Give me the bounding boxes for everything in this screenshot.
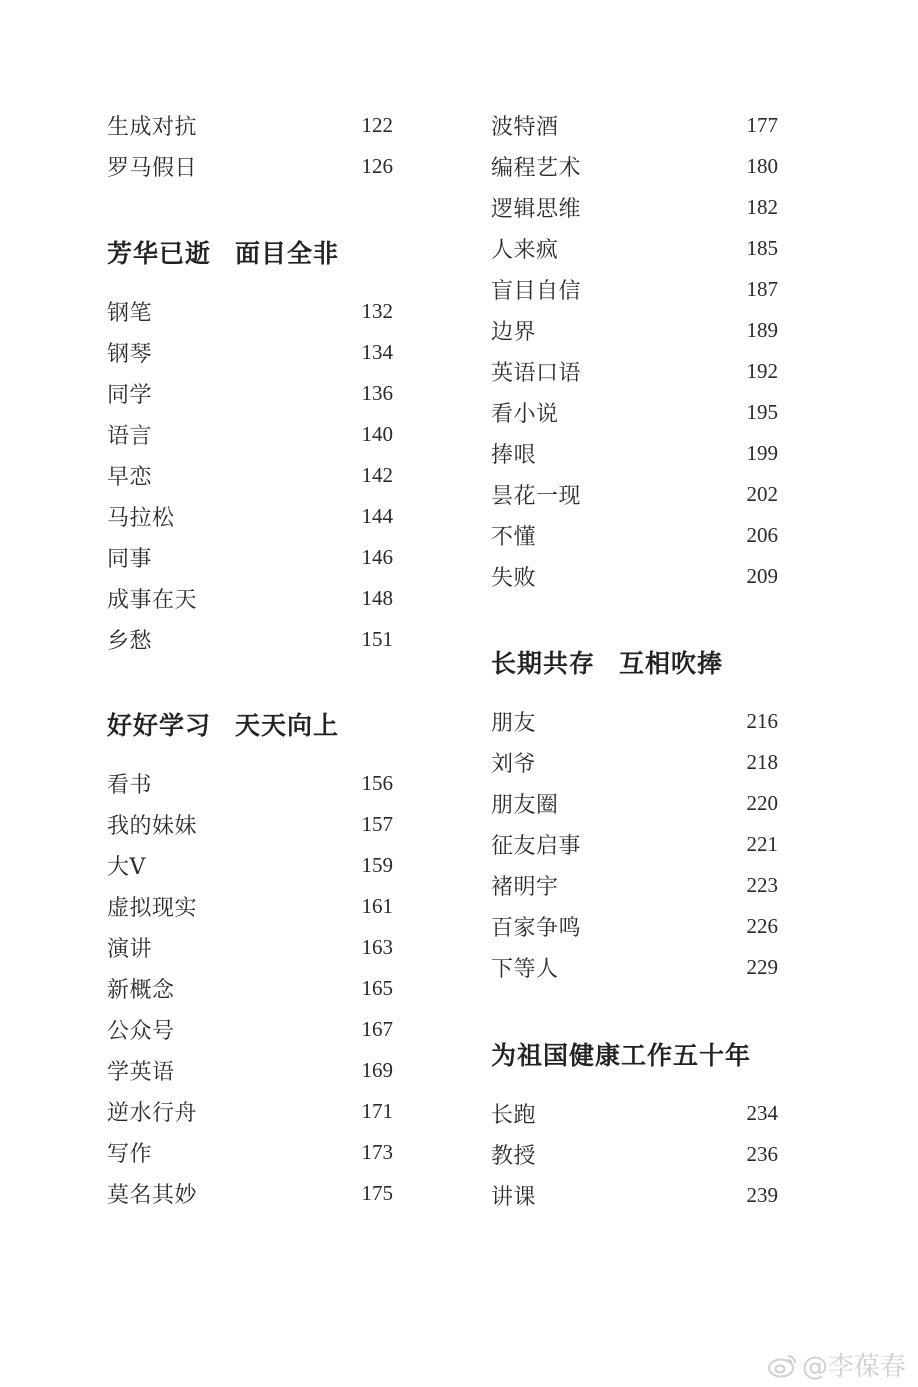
toc-entry-title: 长跑: [491, 1102, 537, 1128]
toc-entry-page-number: 157: [361, 811, 393, 836]
toc-entry-page-number: 236: [746, 1141, 778, 1166]
toc-entry-page-number: 192: [746, 358, 778, 383]
section-heading: [491, 1036, 778, 1072]
toc-entry[interactable]: [491, 747, 778, 777]
toc-entry[interactable]: [107, 768, 393, 798]
toc-entry[interactable]: [107, 583, 393, 613]
toc-entry[interactable]: [491, 788, 778, 818]
toc-entry[interactable]: [107, 1014, 393, 1044]
toc-entry-title: 语言: [107, 423, 153, 449]
toc-entry-page-number: 239: [746, 1182, 778, 1207]
toc-entry[interactable]: [107, 1178, 393, 1208]
toc-entry-title: 同学: [107, 382, 153, 408]
toc-entry[interactable]: [107, 624, 393, 654]
toc-entry-title: 逻辑思维: [491, 196, 582, 222]
toc-entry-page-number: 189: [746, 317, 778, 342]
toc-entry[interactable]: [107, 110, 393, 140]
toc-entry-title: 百家争鸣: [491, 915, 582, 941]
toc-entry[interactable]: [491, 274, 778, 304]
toc-entry[interactable]: [491, 829, 778, 859]
toc-entry-page-number: 185: [746, 235, 778, 260]
section-heading: [107, 706, 393, 742]
toc-entry-page-number: 175: [361, 1180, 393, 1205]
toc-entry-title: 英语口语: [491, 360, 582, 386]
toc-entry-title: 钢笔: [107, 300, 153, 326]
toc-entry-title: 盲目自信: [491, 278, 582, 304]
toc-entry-page-number: 220: [746, 790, 778, 815]
toc-entry-title: 生成对抗: [107, 114, 198, 140]
toc-entry-page-number: 218: [746, 749, 778, 774]
toc-entry-page-number: 126: [361, 153, 393, 178]
toc-entry-page-number: 202: [746, 481, 778, 506]
toc-entry-page-number: 151: [361, 626, 393, 651]
toc-entry[interactable]: [107, 973, 393, 1003]
toc-entry-page-number: 144: [361, 503, 393, 528]
toc-entry-page-number: 195: [746, 399, 778, 424]
toc-entry[interactable]: [107, 378, 393, 408]
toc-entry-page-number: 136: [361, 380, 393, 405]
toc-entry[interactable]: [107, 460, 393, 490]
toc-entry-page-number: 171: [361, 1098, 393, 1123]
toc-entry[interactable]: [491, 1139, 778, 1169]
toc-entry[interactable]: [491, 1180, 778, 1210]
toc-entry-page-number: 221: [746, 831, 778, 856]
toc-entry-title: 昙花一现: [491, 483, 582, 509]
toc-entry-title: 马拉松: [107, 505, 175, 531]
toc-entry[interactable]: [107, 501, 393, 531]
toc-entry-title: 公众号: [107, 1018, 175, 1044]
toc-entry[interactable]: [491, 397, 778, 427]
toc-entry-page-number: 206: [746, 522, 778, 547]
toc-entry[interactable]: [107, 891, 393, 921]
toc-entry-page-number: 122: [361, 112, 393, 137]
toc-entry-title: 我的妹妹: [107, 813, 198, 839]
toc-entry-page-number: 229: [746, 954, 778, 979]
section-heading-part2: 互相吹捧: [619, 649, 724, 678]
toc-entry[interactable]: [491, 192, 778, 222]
toc-entry[interactable]: [107, 337, 393, 367]
watermark: [768, 1346, 906, 1383]
toc-entry-page-number: 216: [746, 708, 778, 733]
toc-entry-title: 虚拟现实: [107, 895, 198, 921]
toc-entry-page-number: 234: [746, 1100, 778, 1125]
toc-entry[interactable]: [107, 296, 393, 326]
toc-entry-title: 写作: [107, 1141, 153, 1167]
section-heading-part2: 面目全非: [235, 239, 340, 268]
toc-entry-title: 波特酒: [491, 114, 559, 140]
watermark-text: @李葆春: [801, 1352, 906, 1382]
toc-entry-page-number: 165: [361, 975, 393, 1000]
toc-entry-title: 成事在天: [107, 587, 198, 613]
toc-entry-title: 边界: [491, 319, 537, 345]
toc-entry-title: 征友启事: [491, 833, 582, 859]
toc-entry[interactable]: [491, 706, 778, 736]
toc-entry[interactable]: [107, 1137, 393, 1167]
toc-entry[interactable]: [491, 520, 778, 550]
section-heading: [107, 234, 393, 270]
toc-entry-page-number: 140: [361, 421, 393, 446]
toc-entry[interactable]: [107, 850, 393, 880]
toc-entry-page-number: 132: [361, 298, 393, 323]
toc-entry-page-number: 148: [361, 585, 393, 610]
toc-entry[interactable]: [491, 233, 778, 263]
toc-entry[interactable]: [107, 932, 393, 962]
toc-entry[interactable]: [491, 1098, 778, 1128]
toc-entry-page-number: 199: [746, 440, 778, 465]
toc-entry-page-number: 182: [746, 194, 778, 219]
toc-entry-page-number: 142: [361, 462, 393, 487]
toc-entry-title: 不懂: [491, 524, 537, 550]
toc-entry-title: 朋友: [491, 710, 537, 736]
toc-entry-title: 逆水行舟: [107, 1100, 198, 1126]
toc-entry-page-number: 223: [746, 872, 778, 897]
toc-entry-title: 褚明宇: [491, 874, 559, 900]
toc-entry-page-number: 156: [361, 770, 393, 795]
toc-entry-page-number: 167: [361, 1016, 393, 1041]
toc-entry-page-number: 187: [746, 276, 778, 301]
toc-entry-title: 看小说: [491, 401, 559, 427]
toc-entry-title: 朋友圈: [491, 792, 559, 818]
toc-entry-title: 讲课: [491, 1184, 537, 1210]
toc-entry-title: 罗马假日: [107, 155, 198, 181]
toc-entry-page-number: 226: [746, 913, 778, 938]
toc-entry-title: 同事: [107, 546, 153, 572]
toc-entry[interactable]: [107, 419, 393, 449]
toc-entry-page-number: 177: [746, 112, 778, 137]
toc-entry[interactable]: [491, 911, 778, 941]
section-heading-part1: 好好学习: [107, 711, 212, 740]
toc-entry-title: 看书: [107, 772, 153, 798]
toc-entry[interactable]: [491, 870, 778, 900]
toc-entry-title: 早恋: [107, 464, 153, 490]
toc-entry-title: 下等人: [491, 956, 559, 982]
toc-entry[interactable]: [107, 542, 393, 572]
toc-entry-page-number: 161: [361, 893, 393, 918]
toc-entry-page-number: 146: [361, 544, 393, 569]
section-heading-part1: 为祖国健康工作五十年: [491, 1041, 752, 1070]
toc-entry[interactable]: [491, 561, 778, 591]
toc-entry-page-number: 180: [746, 153, 778, 178]
toc-entry[interactable]: [491, 479, 778, 509]
section-heading-part2: 天天向上: [235, 711, 340, 740]
toc-entry[interactable]: [107, 1096, 393, 1126]
toc-entry-page-number: 159: [361, 852, 393, 877]
toc-entry-page-number: 169: [361, 1057, 393, 1082]
toc-entry-title: 教授: [491, 1143, 537, 1169]
toc-entry[interactable]: [491, 110, 778, 140]
toc-entry[interactable]: [491, 315, 778, 345]
toc-entry-title: 钢琴: [107, 341, 153, 367]
toc-entry-title: 大V: [107, 854, 146, 880]
toc-entry-page-number: 134: [361, 339, 393, 364]
toc-entry-title: 演讲: [107, 936, 153, 962]
toc-entry[interactable]: [491, 952, 778, 982]
toc-entry[interactable]: [491, 356, 778, 386]
toc-entry-title: 新概念: [107, 977, 175, 1003]
toc-entry[interactable]: [491, 438, 778, 468]
toc-entry[interactable]: [491, 151, 778, 181]
toc-entry-title: 学英语: [107, 1059, 175, 1085]
toc-entry[interactable]: [107, 1055, 393, 1085]
weibo-icon: [768, 1352, 798, 1378]
section-heading-part1: 芳华已逝: [107, 239, 212, 268]
toc-entry-title: 编程艺术: [491, 155, 582, 181]
toc-entry-title: 捧哏: [491, 442, 537, 468]
section-heading-part1: 长期共存: [491, 649, 596, 678]
toc-entry-title: 刘爷: [491, 751, 537, 777]
section-heading: [491, 644, 778, 680]
toc-entry[interactable]: [107, 151, 393, 181]
toc-entry-page-number: 173: [361, 1139, 393, 1164]
toc-entry-page-number: 163: [361, 934, 393, 959]
toc-entry-title: 乡愁: [107, 628, 153, 654]
toc-entry-title: 人来疯: [491, 237, 559, 263]
toc-entry[interactable]: [107, 809, 393, 839]
toc-entry-title: 莫名其妙: [107, 1182, 198, 1208]
toc-entry-page-number: 209: [746, 563, 778, 588]
toc-entry-title: 失败: [491, 565, 537, 591]
